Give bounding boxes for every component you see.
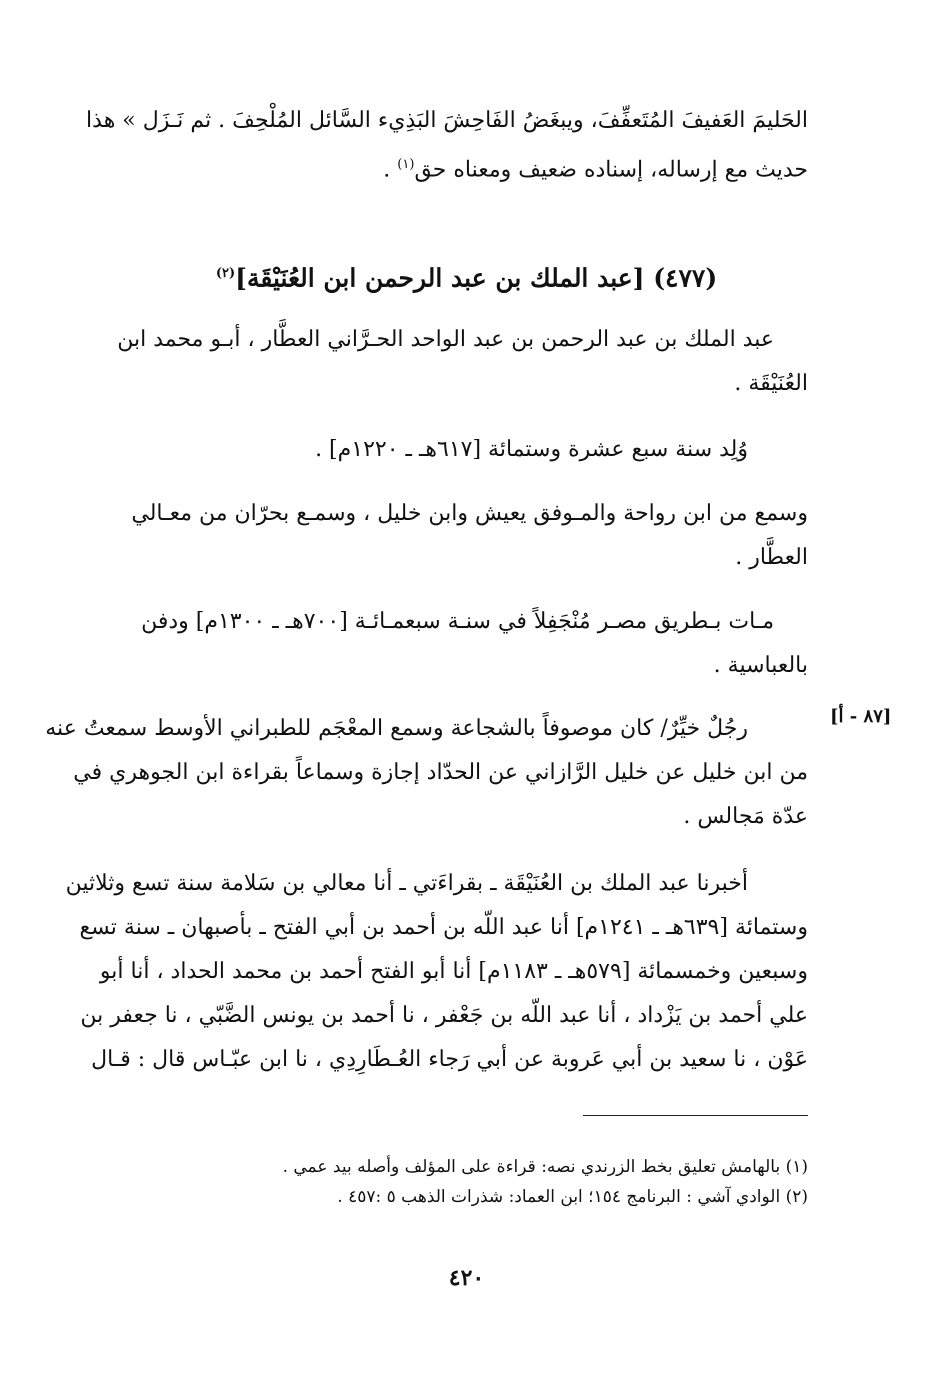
paragraph-name bbox=[117, 318, 808, 406]
paragraph-line: أخبرنا عبد الملك بن العُنَيْقَة ـ بقراءَتي ـ أنا معالي بن سَلامة سنة تسع وثلاثين bbox=[65, 871, 748, 896]
paragraph-isnad bbox=[65, 862, 808, 1082]
footnote-2: (٢) الوادي آشي : البرنامج ١٥٤؛ ابن العماد: شذرات الذهب ٥ :٤٥٧ . bbox=[337, 1187, 808, 1207]
paragraph-line: رجُلٌ خيِّرٌ/ كان موصوفاً بالشجاعة وسمع المعْجَم للطبراني الأوسط سمعتُ عنه bbox=[45, 716, 748, 741]
intro-text: حديث مع إرساله، إسناده ضعيف ومعناه حق bbox=[414, 157, 808, 183]
intro-line bbox=[125, 143, 808, 192]
intro-line: الحَليمَ العَفيفَ المُتَعفِّفَ، ويبغَضُ الفَاحِشَ البَذِيء السَّائل المُلْحِفَ . ثم نَـزَل » هذا bbox=[86, 108, 808, 133]
paragraph-description bbox=[45, 707, 808, 839]
paragraph-line: بالعباسية . bbox=[713, 653, 808, 678]
footnotes bbox=[125, 1152, 808, 1212]
paragraph-line: وسمع من ابن رواحة والمـوفق يعيش وابن خليل ، وسمـع بحرّان من معـالي bbox=[131, 501, 808, 526]
paragraph-death bbox=[125, 600, 808, 688]
manuscript-folio-marker: [٨٧ - أ] bbox=[830, 706, 892, 727]
paragraph-line: مـات بـطريق مصـر مُنْجَفِلاً في سنـة سبعمـائـة [٧٠٠هـ ـ ١٣٠٠م] ودفن bbox=[141, 609, 774, 634]
intro-paragraph bbox=[86, 99, 808, 192]
paragraph-line: العطَّار . bbox=[735, 545, 808, 570]
page-number: ٤٢٠ bbox=[448, 1265, 485, 1291]
intro-text-end: . bbox=[383, 157, 398, 183]
paragraph-line: وسبعين وخمسمائة [٥٧٩هـ ـ ١١٨٣م] أنا أبو الفتح أحمد بن محمد الحداد ، أنا أبو bbox=[99, 959, 808, 984]
paragraph-line: عدّة مَجالس . bbox=[683, 804, 808, 829]
footnote-separator bbox=[583, 1115, 808, 1116]
footnote-ref: (٢) bbox=[215, 266, 236, 281]
entry-heading-text: (٤٧٧) [عبد الملك بن عبد الرحمن ابن العُنَيْقَة] bbox=[235, 263, 718, 293]
paragraph-line: علي أحمد بن يَزْداد ، أنا عبد اللّه بن جَعْفر ، نا أحمد بن يونس الضَّبّي ، نا جعفر بن bbox=[80, 1003, 808, 1028]
footnote-ref: (١) bbox=[397, 157, 415, 172]
footnote-1: (١) بالهامش تعليق بخط الزرندي نصه: قراءة على المؤلف وأصله بيد عمي . bbox=[282, 1157, 808, 1177]
paragraph-teachers bbox=[125, 492, 808, 580]
paragraph-birth bbox=[125, 428, 808, 472]
paragraph-line: وستمائة [٦٣٩هـ ـ ١٢٤١م] أنا عبد اللّه بن أحمد بن أبي الفتح ـ بأصبهان ـ سنة تسع bbox=[79, 915, 808, 940]
paragraph-line: من ابن خليل عن خليل الرَّازاني عن الحدّاد إجازة وسماعاً بقراءة ابن الجوهري في bbox=[73, 760, 808, 785]
paragraph-line: وُلِد سنة سبع عشرة وستمائة [٦١٧هـ ـ ١٢٢٠م] . bbox=[315, 437, 748, 462]
entry-heading bbox=[125, 249, 808, 303]
paragraph-line: عبد الملك بن عبد الرحمن بن عبد الواحد الحـرَّاني العطَّار ، أبـو محمد ابن bbox=[117, 327, 774, 352]
paragraph-line: العُنَيْقَة . bbox=[734, 371, 808, 396]
paragraph-line: عَوْن ، نا سعيد بن أبي عَروبة عن أبي رَجاء العُـطَارِدِي ، نا ابن عبّـاس قال : قـال bbox=[91, 1047, 808, 1072]
